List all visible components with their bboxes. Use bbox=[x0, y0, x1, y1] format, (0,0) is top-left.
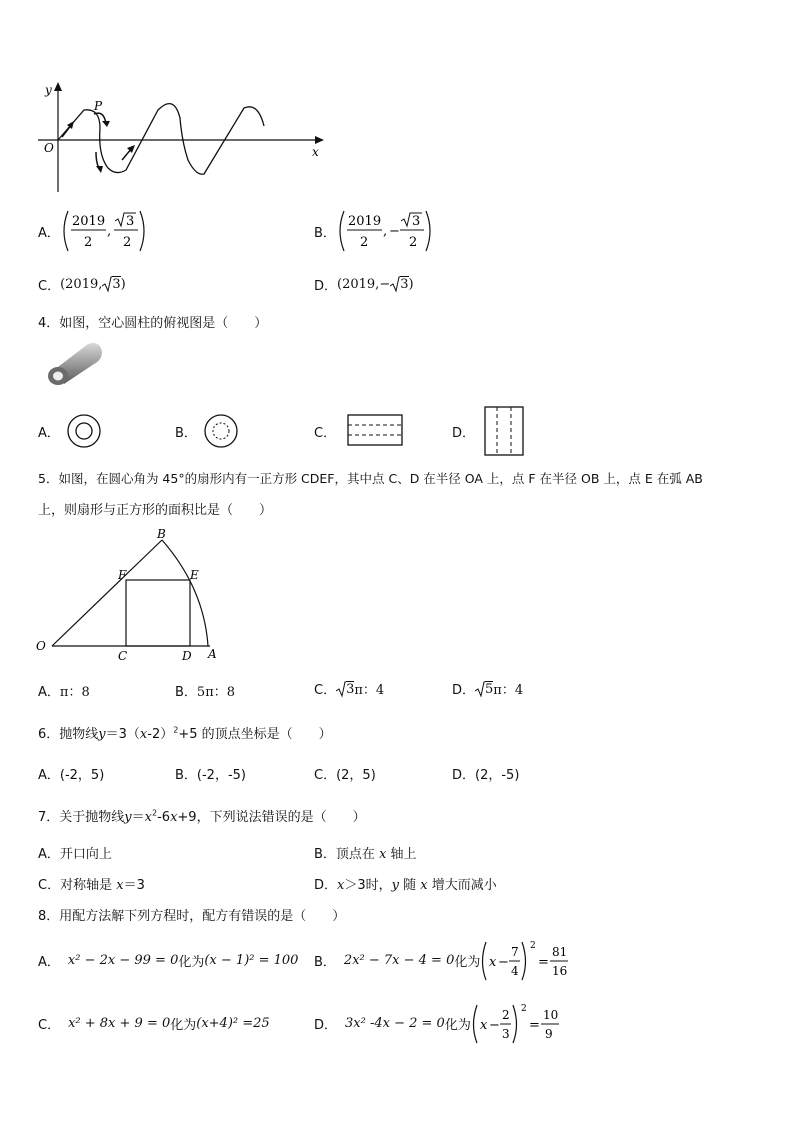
q7-stem-text: -6 bbox=[157, 810, 171, 825]
transform-word: 化为 bbox=[178, 955, 205, 970]
option-text: D． bbox=[314, 878, 338, 893]
svg-text:,: , bbox=[106, 224, 112, 239]
minus-sign: − bbox=[388, 224, 400, 239]
option-letter: A． bbox=[38, 225, 60, 241]
q7-option-c[interactable] bbox=[38, 874, 145, 893]
concentric-circles-icon bbox=[64, 413, 104, 449]
q5-option-c[interactable] bbox=[314, 679, 384, 698]
svg-text:=: = bbox=[528, 1018, 540, 1033]
q7-option-b[interactable] bbox=[314, 843, 417, 862]
radicand: 3 bbox=[400, 277, 409, 292]
q6-stem-text: ＝3（ bbox=[105, 727, 140, 742]
var-y: y bbox=[98, 727, 106, 742]
q3-option-a-formula bbox=[60, 209, 150, 253]
q4-option-b[interactable] bbox=[175, 413, 241, 449]
q5-option-d[interactable] bbox=[452, 679, 523, 698]
q7-option-a[interactable]: A．开口向上 bbox=[38, 847, 112, 862]
point-p-label: P bbox=[94, 99, 103, 113]
svg-text:x: x bbox=[479, 1018, 488, 1033]
fraction-denominator: 9 bbox=[544, 1027, 553, 1041]
label-o: O bbox=[36, 639, 46, 653]
transform-word: 化为 bbox=[444, 1017, 471, 1033]
q8-option-b[interactable] bbox=[314, 938, 576, 982]
option-letter: D． bbox=[314, 278, 338, 294]
q8-option-b-result-formula bbox=[480, 938, 576, 982]
q6-stem-text: -2） bbox=[147, 727, 174, 742]
option-text: π：4 bbox=[354, 683, 385, 698]
radicand: 3 bbox=[112, 277, 121, 292]
var-x: x bbox=[144, 810, 152, 825]
option-text: 5π：8 bbox=[196, 685, 236, 700]
option-letter: A． bbox=[38, 685, 60, 700]
sqrt-sign-icon bbox=[390, 275, 400, 293]
var-x: x bbox=[139, 727, 148, 742]
option-text: 轴上 bbox=[386, 847, 417, 862]
q3-option-b[interactable] bbox=[314, 210, 436, 252]
q6-stem bbox=[38, 723, 332, 742]
option-letter: D． bbox=[452, 683, 476, 698]
coord-text: (2019, bbox=[60, 276, 103, 292]
fraction-numerator: 2019 bbox=[347, 214, 382, 229]
fraction-denominator: 2 bbox=[122, 235, 132, 250]
q4-option-d[interactable] bbox=[452, 405, 527, 457]
arrow-down-head-icon bbox=[96, 166, 103, 173]
option-letter: C． bbox=[38, 278, 61, 294]
fraction-numerator: 10 bbox=[542, 1008, 559, 1022]
y-axis-label: y bbox=[45, 83, 52, 97]
q7-stem-text: 7．关于抛物线 bbox=[38, 810, 125, 825]
q6-option-b[interactable]: B．(-2，-5) bbox=[175, 768, 246, 783]
q3-option-d[interactable] bbox=[314, 274, 414, 294]
label-f: F bbox=[118, 568, 127, 582]
close-paren: ) bbox=[120, 276, 126, 292]
label-c: C bbox=[118, 649, 128, 663]
y-axis-arrow-icon bbox=[54, 82, 62, 91]
q4-option-a[interactable] bbox=[38, 413, 104, 449]
svg-text:−: − bbox=[488, 1018, 500, 1033]
fraction-numerator: 7 bbox=[511, 945, 520, 959]
exponent: 2 bbox=[173, 725, 179, 735]
dashed-inner-circle-icon bbox=[201, 413, 241, 449]
fraction-denominator: 2 bbox=[359, 235, 369, 250]
q7-option-d[interactable] bbox=[314, 874, 497, 893]
option-text: ＞3时， bbox=[344, 878, 392, 893]
var-x: x bbox=[170, 810, 178, 825]
zigzag-curve bbox=[58, 104, 264, 175]
option-letter: D． bbox=[452, 425, 476, 441]
option-letter: B． bbox=[314, 954, 336, 970]
svg-text:,: , bbox=[382, 224, 388, 239]
radicand: 3 bbox=[125, 214, 135, 229]
fraction-denominator: 16 bbox=[552, 964, 568, 978]
fraction-numerator: 2 bbox=[501, 1008, 510, 1022]
transform-word: 化为 bbox=[454, 954, 481, 970]
option-letter: B． bbox=[314, 225, 336, 241]
option-text: 随 bbox=[399, 878, 421, 893]
q8-option-a[interactable] bbox=[38, 951, 298, 970]
result: (x − 1)² = 100 bbox=[204, 953, 299, 968]
x-axis-label: x bbox=[312, 145, 319, 159]
option-letter: B． bbox=[175, 425, 197, 441]
option-letter: C． bbox=[314, 683, 337, 698]
x-axis-arrow-icon bbox=[315, 136, 324, 144]
var-x: x bbox=[379, 847, 387, 862]
option-letter: C． bbox=[38, 1018, 61, 1033]
hollow-cylinder-image bbox=[44, 338, 104, 388]
transform-word: 化为 bbox=[170, 1018, 197, 1033]
equation: 3x² -4x − 2 = 0 bbox=[345, 1015, 445, 1031]
rectangle-vertical-dashed-icon bbox=[483, 405, 527, 457]
option-letter: A． bbox=[38, 955, 60, 970]
fraction-denominator: 2 bbox=[83, 235, 93, 250]
q8-option-d-result-formula bbox=[471, 1001, 567, 1045]
coord-text: (2019, bbox=[337, 276, 380, 292]
fraction-denominator: 3 bbox=[501, 1027, 510, 1041]
equation: x² − 2x − 99 = 0 bbox=[67, 953, 179, 968]
q6-option-c[interactable]: C．(2，5) bbox=[314, 768, 376, 783]
q7-stem bbox=[38, 806, 366, 825]
radicand: 5 bbox=[485, 681, 494, 697]
sqrt-sign-icon bbox=[102, 275, 112, 293]
sqrt-sign-icon bbox=[336, 680, 346, 698]
radicand: 3 bbox=[411, 214, 421, 229]
radicand: 3 bbox=[346, 681, 355, 697]
option-letter: B． bbox=[175, 685, 197, 700]
var-x: x bbox=[420, 878, 428, 893]
q4-option-c[interactable] bbox=[314, 413, 406, 449]
option-text: ＝3 bbox=[123, 878, 145, 893]
q3-option-c[interactable] bbox=[38, 274, 126, 294]
q5-stem-line2: 上，则扇形与正方形的面积比是（ ） bbox=[38, 503, 273, 518]
svg-text:=: = bbox=[538, 955, 550, 970]
sector-square-figure bbox=[34, 528, 224, 668]
q7-stem-text: ＝ bbox=[131, 810, 145, 825]
var-x: x bbox=[116, 878, 124, 893]
q5-stem-line1: 5．如图，在圆心角为 45°的扇形内有一正方形 CDEF，其中点 C、D 在半径 OA 上，点 F 在半径 OB 上，点 E 在弧 AB bbox=[38, 471, 703, 486]
q8-stem: 8．用配方法解下列方程时，配方有错误的是（ ） bbox=[38, 909, 346, 924]
q5-option-a[interactable] bbox=[38, 681, 90, 700]
option-letter: A． bbox=[38, 425, 60, 441]
svg-text:2: 2 bbox=[520, 1004, 527, 1014]
q8-option-c[interactable] bbox=[38, 1014, 270, 1033]
q3-option-b-formula bbox=[336, 209, 436, 253]
option-letter: D． bbox=[314, 1017, 338, 1033]
option-text: B．顶点在 bbox=[314, 847, 380, 862]
fraction-numerator: 2019 bbox=[71, 214, 105, 229]
svg-text:x: x bbox=[489, 955, 497, 970]
close-paren: ) bbox=[408, 276, 414, 292]
q6-option-a[interactable]: A．(-2，5) bbox=[38, 768, 105, 783]
svg-text:2: 2 bbox=[530, 941, 537, 951]
q8-option-d[interactable] bbox=[314, 1001, 567, 1045]
var-y: y bbox=[391, 878, 399, 893]
label-d: D bbox=[182, 649, 192, 663]
option-text: π：8 bbox=[59, 685, 90, 700]
label-a: A bbox=[208, 647, 217, 661]
label-b: B bbox=[157, 528, 166, 541]
svg-text:−: − bbox=[498, 955, 510, 970]
zigzag-graph-figure bbox=[38, 80, 338, 195]
equation: x² + 8x + 9 = 0 bbox=[68, 1016, 171, 1031]
var-y: y bbox=[124, 810, 132, 825]
rectangle-horizontal-dashed-icon bbox=[346, 413, 406, 449]
sqrt-sign-icon bbox=[475, 680, 485, 698]
q4-stem: 4．如图，空心圆柱的俯视图是（ ） bbox=[38, 316, 268, 331]
result: (x+4)² =25 bbox=[196, 1016, 270, 1031]
option-text: 增大而减小 bbox=[427, 878, 497, 893]
q6-stem-text: 6．抛物线 bbox=[38, 727, 99, 742]
q3-option-a[interactable] bbox=[38, 210, 150, 252]
minus-sign: − bbox=[379, 276, 391, 292]
option-text: C．对称轴是 bbox=[38, 878, 117, 893]
option-text: π：4 bbox=[493, 683, 524, 698]
fraction-denominator: 2 bbox=[408, 235, 418, 250]
exponent: 2 bbox=[152, 808, 158, 818]
origin-label: O bbox=[44, 141, 54, 155]
q5-option-b[interactable] bbox=[175, 681, 235, 700]
option-letter: C． bbox=[314, 425, 337, 441]
q6-stem-text: +5 的顶点坐标是（ ） bbox=[178, 727, 332, 742]
var-x: x bbox=[337, 878, 345, 893]
equation: 2x² − 7x − 4 = 0 bbox=[343, 952, 455, 968]
arrow-curve-p-head-icon bbox=[102, 121, 110, 127]
label-e: E bbox=[190, 568, 199, 582]
q7-stem-text: +9，下列说法错误的是（ ） bbox=[177, 810, 366, 825]
fraction-denominator: 4 bbox=[511, 964, 520, 978]
fraction-numerator: 81 bbox=[552, 945, 568, 959]
q6-option-d[interactable]: D．(2，-5) bbox=[452, 768, 520, 783]
